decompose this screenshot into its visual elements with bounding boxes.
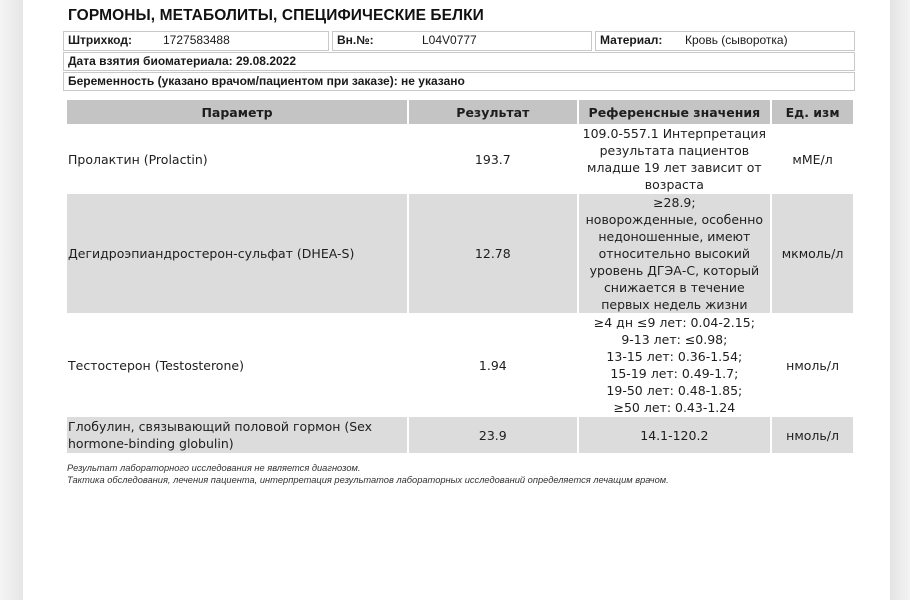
reference-line: 13-15 лет: 0.36-1.54; xyxy=(606,349,743,364)
barcode-value: 1727583488 xyxy=(163,33,230,47)
unit-cell: нмоль/л xyxy=(772,417,853,453)
result-cell: 1.94 xyxy=(409,314,576,416)
reference-line: ≥50 лет: 0.43-1.24 xyxy=(613,400,736,415)
reference-line: 15-19 лет: 0.49-1.7; xyxy=(610,366,739,381)
unit-cell: мМЕ/л xyxy=(772,125,853,193)
reference-line: 109.0-557.1 Интерпретация xyxy=(582,126,767,141)
header-unit: Ед. изм xyxy=(772,100,853,124)
material-box xyxy=(595,31,855,51)
reference-cell xyxy=(579,125,771,193)
reference-cell xyxy=(579,314,771,416)
barcode-box xyxy=(63,31,329,51)
result-cell: 193.7 xyxy=(409,125,576,193)
internal-number-label: Вн.№: xyxy=(337,33,374,47)
reference-line: относительно высокий xyxy=(598,246,751,261)
header-parameter: Параметр xyxy=(67,100,407,124)
reference-line: недоношенные, имеют xyxy=(598,229,751,244)
reference-line: 14.1-120.2 xyxy=(640,427,709,443)
table-row xyxy=(67,125,853,193)
reference-line: результата пациентов xyxy=(599,143,750,158)
results-table xyxy=(65,99,855,454)
material-value: Кровь (сыворотка) xyxy=(685,33,788,47)
reference-line: 9-13 лет: ≤0.98; xyxy=(621,332,728,347)
reference-cell xyxy=(579,417,771,453)
material-label: Материал: xyxy=(600,33,663,47)
physician-note: Тактика обследования, лечения пациента, интерпретация результатов лабораторных исследований определяется лечащим врачом. xyxy=(67,475,669,485)
internal-number-box xyxy=(332,31,592,51)
reference-line: младше 19 лет зависит от xyxy=(587,160,762,175)
result-cell: 12.78 xyxy=(409,194,576,313)
reference-line: уровень ДГЭА-С, который xyxy=(589,263,760,278)
result-cell: 23.9 xyxy=(409,417,576,453)
parameter-cell: Глобулин, связывающий половой гормон (Sex hormone-binding globulin) xyxy=(67,417,407,453)
sample-date: Дата взятия биоматериала: 29.08.2022 xyxy=(63,52,855,71)
disclaimer-note: Результат лабораторного исследования не является диагнозом. xyxy=(67,463,361,473)
table-header-row xyxy=(67,100,853,124)
reference-line: новорожденные, особенно xyxy=(585,212,764,227)
header-result: Результат xyxy=(409,100,576,124)
reference-line: 19-50 лет: 0.48-1.85; xyxy=(606,383,743,398)
unit-cell: нмоль/л xyxy=(772,314,853,416)
section-title: ГОРМОНЫ, МЕТАБОЛИТЫ, СПЕЦИФИЧЕСКИЕ БЕЛКИ xyxy=(68,7,484,24)
parameter-cell: Дегидроэпиандростерон-сульфат (DHEA-S) xyxy=(67,194,407,313)
reference-cell xyxy=(579,194,771,313)
right-page-shadow xyxy=(890,0,910,600)
table-row xyxy=(67,417,853,453)
table-row xyxy=(67,194,853,313)
left-page-shadow xyxy=(0,0,23,600)
barcode-label: Штрихкод: xyxy=(68,33,132,47)
reference-line: первых недель жизни xyxy=(601,297,748,312)
parameter-cell: Тестостерон (Testosterone) xyxy=(67,314,407,416)
reference-line: ≥4 дн ≤9 лет: 0.04-2.15; xyxy=(593,315,755,330)
reference-line: возраста xyxy=(644,177,704,192)
pregnancy-status: Беременность (указано врачом/пациентом при заказе): не указано xyxy=(63,72,855,91)
unit-cell: мкмоль/л xyxy=(772,194,853,313)
table-row xyxy=(67,314,853,416)
reference-line: ≥28.9; xyxy=(653,195,696,210)
header-reference: Референсные значения xyxy=(579,100,771,124)
parameter-cell: Пролактин (Prolactin) xyxy=(67,125,407,193)
reference-line: снижается в течение xyxy=(603,280,745,295)
internal-number-value: L04V0777 xyxy=(422,33,477,47)
